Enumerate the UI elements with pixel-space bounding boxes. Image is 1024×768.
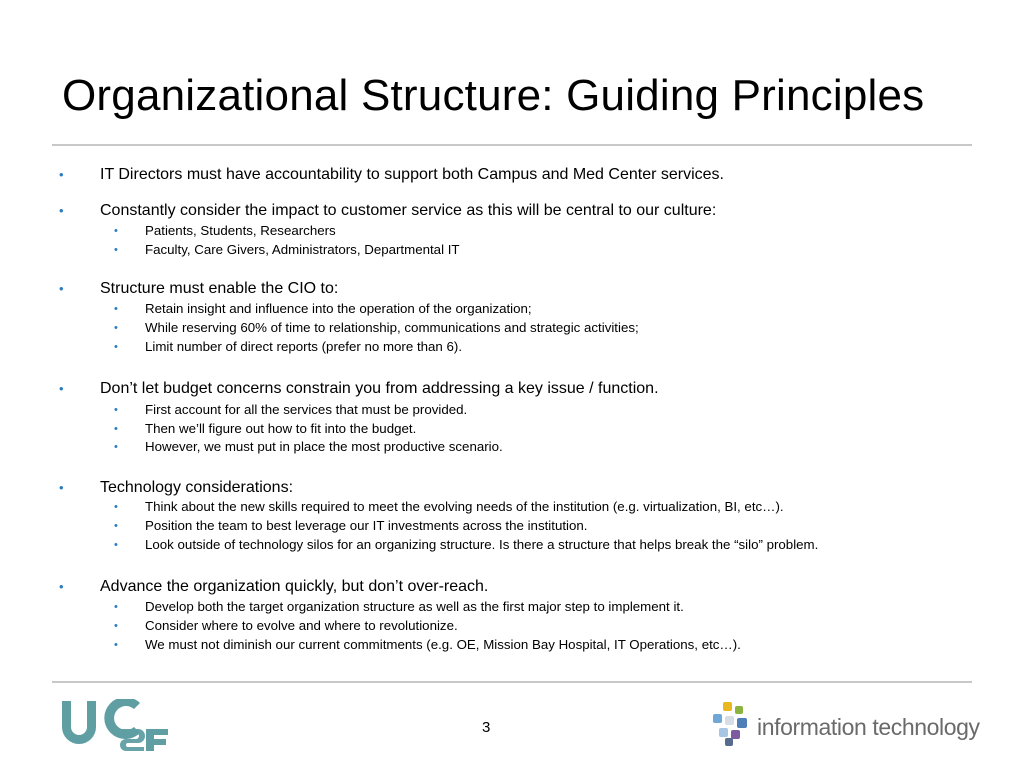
it-logo-text: information technology (757, 714, 980, 740)
sub-bullet-item (114, 401, 468, 419)
sub-bullet-dot: • (114, 225, 118, 237)
sub-bullet-dot: • (114, 423, 118, 435)
bullet-text: Advance the organization quickly, but don’t over-reach. (100, 578, 489, 595)
sub-bullet-text: Position the team to best leverage our IT investments across the institution. (145, 518, 588, 533)
sub-bullet-dot: • (114, 341, 118, 353)
sub-bullet-text: Then we’ll figure out how to fit into the budget. (145, 421, 417, 436)
sub-bullet-dot: • (114, 404, 118, 416)
sub-bullet-item (114, 222, 336, 240)
bullet-item (59, 577, 489, 597)
bullet-dot: • (59, 480, 64, 495)
sub-bullet-item (114, 617, 458, 635)
sub-bullet-item (114, 536, 819, 554)
sub-bullet-item (114, 636, 741, 654)
bullet-dot: • (59, 167, 64, 182)
sub-bullet-dot: • (114, 601, 118, 613)
ucsf-logo (60, 699, 170, 751)
sub-bullet-dot: • (114, 322, 118, 334)
sub-bullet-text: While reserving 60% of time to relationship, communications and strategic activities; (145, 320, 639, 335)
sub-bullet-item (114, 319, 639, 337)
bullet-dot: • (59, 579, 64, 594)
sub-bullet-dot: • (114, 244, 118, 256)
sub-bullet-text: Limit number of direct reports (prefer no more than 6). (145, 339, 463, 354)
sub-bullet-dot: • (114, 639, 118, 651)
sub-bullet-dot: • (114, 441, 118, 453)
sub-bullet-item (114, 438, 503, 456)
bullet-item (59, 201, 717, 221)
sub-bullet-item (114, 598, 684, 616)
sub-bullet-text: Look outside of technology silos for an organizing structure. Is there a structure that helps break the “silo” problem. (145, 537, 819, 552)
sub-bullet-item (114, 517, 588, 535)
sub-bullet-item (114, 420, 417, 438)
sub-bullet-text: Develop both the target organization structure as well as the first major step to implement it. (145, 599, 684, 614)
sub-bullet-text: We must not diminish our current commitments (e.g. OE, Mission Bay Hospital, IT Operations, etc…). (145, 637, 741, 652)
sub-bullet-text: Consider where to evolve and where to revolutionize. (145, 618, 458, 633)
sub-bullet-text: Faculty, Care Givers, Administrators, Departmental IT (145, 242, 460, 257)
sub-bullet-dot: • (114, 539, 118, 551)
sub-bullet-text: First account for all the services that must be provided. (145, 402, 468, 417)
sub-bullet-text: Patients, Students, Researchers (145, 223, 336, 238)
sub-bullet-dot: • (114, 501, 118, 513)
sub-bullet-dot: • (114, 620, 118, 632)
bullet-text: Constantly consider the impact to customer service as this will be central to our culture: (100, 202, 717, 219)
bullet-dot: • (59, 381, 64, 396)
sub-bullet-item (114, 498, 784, 516)
bullet-text: Technology considerations: (100, 479, 294, 496)
bullet-text: IT Directors must have accountability to support both Campus and Med Center services. (100, 166, 724, 183)
sub-bullet-item (114, 241, 460, 259)
sub-bullet-item (114, 300, 532, 318)
page-number: 3 (482, 719, 491, 736)
bullet-item (59, 165, 724, 185)
footer-divider (52, 681, 972, 683)
slide-title: Organizational Structure: Guiding Principles (62, 71, 925, 120)
sub-bullet-dot: • (114, 520, 118, 532)
it-logo (709, 700, 979, 752)
bullet-dot: • (59, 203, 64, 218)
sub-bullet-item (114, 338, 463, 356)
bullet-item (59, 379, 659, 399)
bullet-item (59, 279, 339, 299)
sub-bullet-text: Think about the new skills required to meet the evolving needs of the institution (e.g. virtualization, BI, etc…). (145, 499, 784, 514)
bullet-text: Don’t let budget concerns constrain you from addressing a key issue / function. (100, 380, 659, 397)
sub-bullet-dot: • (114, 303, 118, 315)
bullet-text: Structure must enable the CIO to: (100, 280, 339, 297)
sub-bullet-text: Retain insight and influence into the operation of the organization; (145, 301, 532, 316)
it-mosaic-icon (709, 700, 753, 748)
bullet-item (59, 478, 294, 498)
bullet-dot: • (59, 281, 64, 296)
sub-bullet-text: However, we must put in place the most productive scenario. (145, 439, 503, 454)
